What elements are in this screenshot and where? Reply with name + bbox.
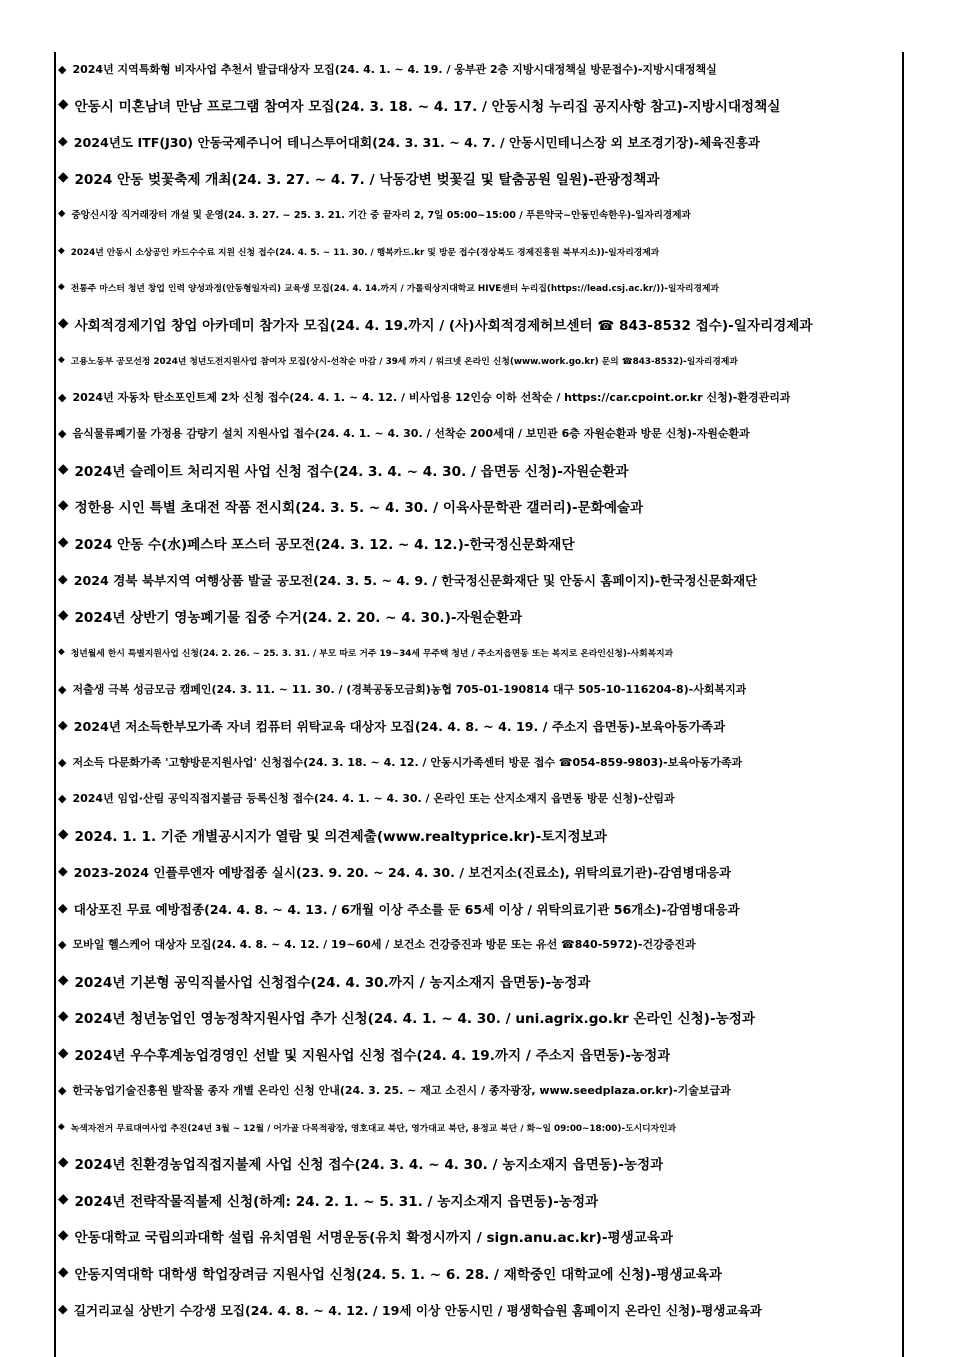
notice-text: 정한용 시인 특별 초대전 작품 전시회(24. 3. 5. ~ 4. 30. / 이육사문학관 갤러리)-문화예술과 xyxy=(74,500,644,516)
diamond-bullet-icon: ◆ xyxy=(58,497,69,514)
list-item xyxy=(58,966,900,996)
list-item xyxy=(58,1221,900,1251)
notice-text: 안동대학교 국립의과대학 설립 유치염원 서명운동(유치 확정시까지 / sign.anu.ac.kr)-평생교육과 xyxy=(74,1230,674,1246)
diamond-bullet-icon: ◆ xyxy=(58,1045,69,1062)
list-item xyxy=(58,90,900,120)
list-item xyxy=(58,1185,900,1215)
list-item xyxy=(58,637,900,667)
diamond-bullet-icon: ◆ xyxy=(58,791,67,805)
notice-text: 2024년도 ITF(J30) 안동국제주니어 테니스투어대회(24. 3. 31. ~ 4. 7. / 안동시민테니스장 외 보조경기장)-체육진흥과 xyxy=(73,134,760,150)
list-item xyxy=(58,1039,900,1069)
list-item xyxy=(58,856,900,886)
list-item xyxy=(58,126,900,156)
list-item xyxy=(58,1258,900,1288)
notice-text: 2024년 청년농업인 영농정착지원사업 추가 신청(24. 4. 1. ~ 4. 30. / uni.agrix.go.kr 온라인 신청)-농정과 xyxy=(74,1011,756,1027)
diamond-bullet-icon: ◆ xyxy=(58,354,65,365)
list-item xyxy=(58,747,900,777)
list-item xyxy=(58,1075,900,1105)
diamond-bullet-icon: ◆ xyxy=(58,1227,69,1244)
notice-text: 2024년 자동차 탄소포인트제 2차 신청 접수(24. 4. 1. ~ 4. 12. / 비사업용 12인승 이하 선착순 / https://car.cpoint.or.kr 신청)-환경관리과 xyxy=(72,391,791,404)
notice-text: 전통주 마스터 청년 창업 인력 양성과정(안동형일자리) 교육생 모집(24. 4. 14.까지 / 가톨릭상지대학교 HIVE센터 누리집(https://lead.csj.ac.kr/))-일자리경제과 xyxy=(70,283,719,294)
diamond-bullet-icon: ◆ xyxy=(58,570,68,586)
notice-text: 2023-2024 인플루엔자 예방접종 실시(23. 9. 20. ~ 24. 4. 30. / 보건지소(진료소), 위탁의료기관)-감염병대응과 xyxy=(73,864,732,880)
diamond-bullet-icon: ◆ xyxy=(58,1264,69,1281)
diamond-bullet-icon: ◆ xyxy=(58,972,69,989)
notice-text: 청년월세 한시 특별지원사업 신청(24. 2. 26. ~ 25. 3. 31. / 부모 따로 거주 19~34세 무주택 청년 / 주소지읍면동 또는 복지로 온라인신청)-사회복지과 xyxy=(70,648,674,659)
notice-text: 2024년 전략작물직불제 신청(하계: 24. 2. 1. ~ 5. 31. / 농지소재지 읍면동)-농정과 xyxy=(74,1194,599,1210)
notice-text: 2024 안동 벚꽃축제 개최(24. 3. 27. ~ 4. 7. / 낙동강변 벚꽃길 및 탈춤공원 일원)-관광정책과 xyxy=(74,172,660,188)
list-item xyxy=(58,674,900,704)
list-item xyxy=(58,418,900,448)
notice-text: 음식물류폐기물 가정용 감량기 설치 지원사업 접수(24. 4. 1. ~ 4. 30. / 선착순 200세대 / 보민관 6층 자원순환과 방문 신청)-자원순환과 xyxy=(72,427,750,440)
list-item xyxy=(58,382,900,412)
list-item xyxy=(58,309,900,339)
notice-text: 2024년 우수후계농업경영인 선발 및 지원사업 신청 접수(24. 4. 19.까지 / 주소지 읍면동)-농정과 xyxy=(74,1048,671,1064)
diamond-bullet-icon: ◆ xyxy=(58,169,69,186)
list-item xyxy=(58,54,900,84)
notice-text: 2024 경북 북부지역 여행상품 발굴 공모전(24. 3. 5. ~ 4. 9. / 한국정신문화재단 및 안동시 홈페이지)-한국정신문화재단 xyxy=(73,572,758,588)
diamond-bullet-icon: ◆ xyxy=(58,646,65,657)
diamond-bullet-icon: ◆ xyxy=(58,62,67,76)
notice-text: 2024년 저소득한부모가족 자녀 컴퓨터 위탁교육 대상자 모집(24. 4. 8. ~ 4. 19. / 주소지 읍면동)-보육아동가족과 xyxy=(73,718,726,734)
notice-text: 2024년 안동시 소상공인 카드수수료 지원 신청 접수(24. 4. 5. ~ 11. 30. / 행복카드.kr 및 방문 접수(경상북도 경제진흥원 북부지소))-일자리경제과 xyxy=(70,247,660,258)
notice-text: 2024년 상반기 영농폐기물 집중 수거(24. 2. 20. ~ 4. 30.)-자원순환과 xyxy=(74,610,523,626)
notice-text: 2024년 지역특화형 비자사업 추천서 발급대상자 모집(24. 4. 1. ~ 4. 19. / 웅부관 2층 지방시대정책실 방문접수)-지방시대정책실 xyxy=(72,63,717,76)
diamond-bullet-icon: ◆ xyxy=(58,716,68,732)
list-item xyxy=(58,893,900,923)
list-item xyxy=(58,1294,900,1324)
diamond-bullet-icon: ◆ xyxy=(58,132,68,148)
notice-text: 2024년 기본형 공익직불사업 신청접수(24. 4. 30.까지 / 농지소재지 읍면동)-농정과 xyxy=(74,975,591,991)
diamond-bullet-icon: ◆ xyxy=(58,682,67,696)
diamond-bullet-icon: ◆ xyxy=(58,1154,69,1171)
notice-text: 2024년 임업·산림 공익직접지불금 등록신청 접수(24. 4. 1. ~ 4. 30. / 온라인 또는 산지소재지 읍면동 방문 신청)-산림과 xyxy=(72,792,675,805)
notice-text: 중앙신시장 직거래장터 개설 및 운영(24. 3. 27. ~ 25. 3. 21. 기간 중 끝자리 2, 7일 05:00~15:00 / 푸른약국~안동민속한우)-일자리경제과 xyxy=(71,210,691,221)
list-item xyxy=(58,929,900,959)
diamond-bullet-icon: ◆ xyxy=(58,461,69,478)
list-item xyxy=(58,345,900,375)
list-item xyxy=(58,163,900,193)
notice-text: 2024 안동 수(水)페스타 포스터 공모전(24. 3. 12. ~ 4. 12.)-한국정신문화재단 xyxy=(74,537,575,553)
diamond-bullet-icon: ◆ xyxy=(58,899,68,915)
diamond-bullet-icon: ◆ xyxy=(58,1121,65,1132)
list-item xyxy=(58,199,900,229)
notice-text: 녹색자전거 무료대여사업 추진(24년 3월 ~ 12월 / 어가골 다목적광장, 영호대교 북단, 영가대교 북단, 용정교 북단 / 화~일 09:00~18:00)-도시디자인과 xyxy=(70,1123,677,1134)
diamond-bullet-icon: ◆ xyxy=(58,937,67,951)
diamond-bullet-icon: ◆ xyxy=(58,862,68,878)
notice-text: 길거리교실 상반기 수강생 모집(24. 4. 8. ~ 4. 12. / 19세 이상 안동시민 / 평생학습원 홈페이지 온라인 신청)-평생교육과 xyxy=(73,1302,762,1318)
diamond-bullet-icon: ◆ xyxy=(58,607,69,624)
notice-text: 2024년 슬레이트 처리지원 사업 신청 접수(24. 3. 4. ~ 4. 30. / 읍면동 신청)-자원순환과 xyxy=(74,464,629,480)
diamond-bullet-icon: ◆ xyxy=(58,1083,67,1097)
list-item xyxy=(58,1002,900,1032)
diamond-bullet-icon: ◆ xyxy=(58,390,67,404)
list-item xyxy=(58,564,900,594)
diamond-bullet-icon: ◆ xyxy=(58,1191,69,1208)
diamond-bullet-icon: ◆ xyxy=(58,1300,68,1316)
list-item xyxy=(58,601,900,631)
diamond-bullet-icon: ◆ xyxy=(58,755,67,769)
diamond-bullet-icon: ◆ xyxy=(58,281,65,292)
list-item xyxy=(58,272,900,302)
list-item xyxy=(58,820,900,850)
notice-text: 모바일 헬스케어 대상자 모집(24. 4. 8. ~ 4. 12. / 19~60세 / 보건소 건강증진과 방문 또는 유선 ☎840-5972)-건강증진과 xyxy=(72,938,696,951)
diamond-bullet-icon: ◆ xyxy=(58,826,69,843)
diamond-bullet-icon: ◆ xyxy=(58,534,69,551)
notice-text: 한국농업기술진흥원 발작물 종자 개별 온라인 신청 안내(24. 3. 25. ~ 재고 소진시 / 종자광장, www.seedplaza.or.kr)-기술보급과 xyxy=(72,1084,731,1097)
notice-text: 대상포진 무료 예방접종(24. 4. 8. ~ 4. 13. / 6개월 이상 주소를 둔 65세 이상 / 위탁의료기관 56개소)-감염병대응과 xyxy=(73,901,740,917)
list-item xyxy=(58,710,900,740)
notice-text: 2024. 1. 1. 기준 개별공시지가 열람 및 의견제출(www.realtyprice.kr)-토지정보과 xyxy=(74,829,607,845)
list-item xyxy=(58,455,900,485)
diamond-bullet-icon: ◆ xyxy=(58,96,69,113)
diamond-bullet-icon: ◆ xyxy=(58,315,69,332)
diamond-bullet-icon: ◆ xyxy=(58,1008,69,1025)
list-item xyxy=(58,528,900,558)
notice-text: 저출생 극복 성금모금 캠페인(24. 3. 11. ~ 11. 30. / (경북공동모금회)농협 705-01-190814 대구 505-10-116204-8)-사회복지과 xyxy=(72,683,747,696)
notice-text: 2024년 친환경농업직접지불제 사업 신청 접수(24. 3. 4. ~ 4. 30. / 농지소재지 읍면동)-농정과 xyxy=(74,1157,664,1173)
notice-text: 저소득 다문화가족 '고향방문지원사업' 신청접수(24. 3. 18. ~ 4. 12. / 안동시가족센터 방문 접수 ☎054-859-9803)-보육아동가족과 xyxy=(72,756,743,769)
notice-text: 사회적경제기업 창업 아카데미 참가자 모집(24. 4. 19.까지 / (사)사회적경제허브센터 ☎ 843-8532 접수)-일자리경제과 xyxy=(74,318,813,334)
notice-text: 안동시 미혼남녀 만남 프로그램 참여자 모집(24. 3. 18. ~ 4. 17. / 안동시청 누리집 공지사항 참고)-지방시대정책실 xyxy=(74,99,781,115)
notice-text: 안동지역대학 대학생 학업장려금 지원사업 신청(24. 5. 1. ~ 6. 28. / 재학중인 대학교에 신청)-평생교육과 xyxy=(74,1267,723,1283)
diamond-bullet-icon: ◆ xyxy=(58,208,66,220)
diamond-bullet-icon: ◆ xyxy=(58,426,67,440)
notice-text: 고용노동부 공모선정 2024년 청년도전지원사업 참여자 모집(상시-선착순 마감 / 39세 까지 / 워크넷 온라인 신청(www.work.go.kr) 문의 ☎843-8532)-일자리경제과 xyxy=(70,356,738,367)
list-item xyxy=(58,1112,900,1142)
list-item xyxy=(58,1148,900,1178)
list-item xyxy=(58,783,900,813)
diamond-bullet-icon: ◆ xyxy=(58,245,65,256)
list-item xyxy=(58,236,900,266)
list-item xyxy=(58,491,900,521)
